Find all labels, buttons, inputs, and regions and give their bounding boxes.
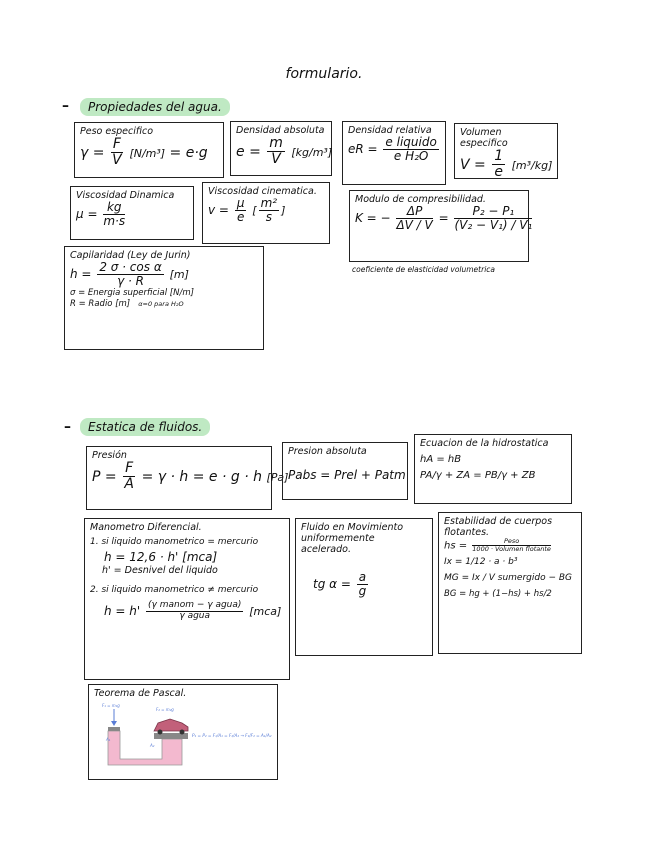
formula-capilaridad: h = $\frac{\text{2 σ · cos α}}{\gamma \cdot R}$ [m]	[70, 260, 189, 289]
def-radio: R = Radio [m] α=0 para H₂O	[70, 299, 184, 310]
pascal-formula: P₁ = P₂ = F₁/A₁ = F₂/A₂ → F₁/F₂ = A₁/A₂	[192, 733, 272, 738]
pascal-label-f1: F₁ = m₁g	[102, 703, 120, 708]
box-viscosidad-dinamica: Viscosidad Dinamica μ = $\frac{kg}{m\cdot s}$	[70, 186, 194, 240]
section-bullet: –	[62, 98, 69, 114]
formula-hidrostatica-2: PA/γ + ZA = PB/γ + ZB	[420, 470, 536, 481]
box-manometro: Manometro Diferencial. 1. si liquido manometrico = mercurio h = 12,6 · h' [mca] h' = Desnivel del liquido 2. si liquido manometrico ≠ mercurio h = h' $\frac{\text{(γ manom − γ agua)}}{\text{γ agua}}$ [mca]	[84, 518, 290, 680]
pascal-label-f2: F₂ = m₂g	[156, 707, 174, 712]
box-modulo-compresibilidad: Modulo de compresibilidad. K = − $\frac{\Delta P}{\Delta V / V}$ = $\frac{\text{P₂ − P₁}}{\text{(V₂ − V₁) / V₁}}$	[349, 190, 529, 262]
arrow-head-icon	[111, 721, 117, 726]
pascal-diagram	[94, 701, 274, 767]
formula-volumen-especifico: V = $\frac{1}{e}$ [m³/kg]	[460, 148, 553, 181]
formula-modulo-compresibilidad: K = − $\frac{\Delta P}{\Delta V / V}$ = $\frac{\text{P₂ − P₁}}{\text{(V₂ − V₁) / V₁}}$	[355, 204, 533, 233]
formula-presion-absoluta: Pabs = Prel + Patm	[288, 468, 406, 482]
box-densidad-absoluta: Densidad absoluta e = $\frac{m}{V}$ [kg/m³]	[230, 121, 332, 176]
formula-densidad-absoluta: e = $\frac{m}{V}$ [kg/m³]	[236, 135, 333, 168]
note-coeficiente: coeficiente de elasticidad volumetrica	[352, 265, 495, 274]
box-viscosidad-cinematica: Viscosidad cinematica. v = $\frac{\mu}{e}$ [ $\frac{\text{m²}}{s}$ ]	[202, 182, 330, 244]
box-presion: Presión P = $\frac{F}{A}$ = γ · h = e · g · h [Pa]	[86, 446, 272, 510]
box-ecuacion-hidrostatica: Ecuacion de la hidrostatica hA = hB PA/γ + ZA = PB/γ + ZB	[414, 434, 572, 504]
pascal-label-a2: A₂	[150, 743, 155, 748]
box-pascal: Teorema de Pascal. F₁ = m₁g F₂ = m₂g A₁ A₂ P₁ = P₂ = F₁/A₁ = F₂/A₂ → F₁/F₂ = A₁/A₂	[88, 684, 278, 780]
formula-manometro-1: h = 12,6 · h' [mca]	[104, 549, 218, 564]
car-wheel-icon	[158, 730, 163, 735]
section-heading-agua: Propiedades del agua.	[80, 98, 230, 116]
section-bullet: –	[64, 419, 71, 435]
formula-presion: P = $\frac{F}{A}$ = γ · h = e · g · h [Pa]	[92, 460, 289, 493]
page-title: formulario.	[285, 66, 363, 82]
box-presion-absoluta: Presion absoluta Pabs = Prel + Patm	[282, 442, 408, 500]
formula-flotantes-3: MG = Ix / V sumergido − BG	[444, 572, 572, 583]
formula-hidrostatica-1: hA = hB	[420, 454, 462, 465]
formula-viscosidad-dinamica: μ = $\frac{kg}{m\cdot s}$	[76, 200, 126, 229]
pascal-small-piston	[108, 727, 120, 731]
formula-flotantes-2: Ix = 1/12 · a · b³	[444, 557, 518, 568]
box-peso-especifico: Peso especifico γ = $\frac{F}{V}$ [N/m³] = e·g	[74, 122, 224, 178]
car-icon	[154, 719, 188, 731]
formula-flotantes-4: BG = hg + (1−hs) + hs/2	[444, 588, 552, 599]
pascal-label-a1: A₁	[106, 737, 111, 742]
formula-fluido-movimiento: tg α = $\frac{a}{g}$	[313, 570, 367, 599]
def-energia: σ = Energia superficial [N/m]	[70, 288, 194, 299]
formula-viscosidad-cinematica: v = $\frac{\mu}{e}$ [ $\frac{\text{m²}}{s}$ ]	[208, 196, 286, 225]
box-densidad-relativa: Densidad relativa eR = $\frac{\text{e liquido}}{\text{e H₂O}}$	[342, 121, 446, 185]
formula-manometro-2: h = h' $\frac{\text{(γ manom − γ agua)}}{\text{γ agua}}$ [mca]	[104, 599, 282, 621]
box-fluido-movimiento: Fluido en Movimiento uniformemente acelerado. tg α = $\frac{a}{g}$	[295, 518, 433, 656]
formula-peso-especifico: γ = $\frac{F}{V}$ [N/m³] = e·g	[80, 136, 208, 169]
box-capilaridad: Capilaridad (Ley de Jurin) h = $\frac{\text{2 σ · cos α}}{\gamma \cdot R}$ [m] σ = Energia superficial [N/m] R = Radio [m] α=0 para H₂O	[64, 246, 264, 350]
car-wheel-icon	[180, 730, 185, 735]
box-volumen-especifico: Volumen especifico V = $\frac{1}{e}$ [m³/kg]	[454, 123, 558, 179]
formula-flotantes-1: hs = $\frac{\text{Peso}}{\text{1000 · Volumen flotante}}$	[444, 537, 551, 554]
formula-densidad-relativa: eR = $\frac{\text{e liquido}}{\text{e H₂O}}$	[348, 135, 437, 164]
box-flotantes: Estabilidad de cuerpos flotantes. hs = $\frac{\text{Peso}}{\text{1000 · Volumen flotante}}$ Ix = 1/12 · a · b³ MG = Ix / V sumergido − BG BG = hg + (1−hs) + hs/2	[438, 512, 582, 654]
section-heading-estatica: Estatica de fluidos.	[80, 418, 210, 436]
